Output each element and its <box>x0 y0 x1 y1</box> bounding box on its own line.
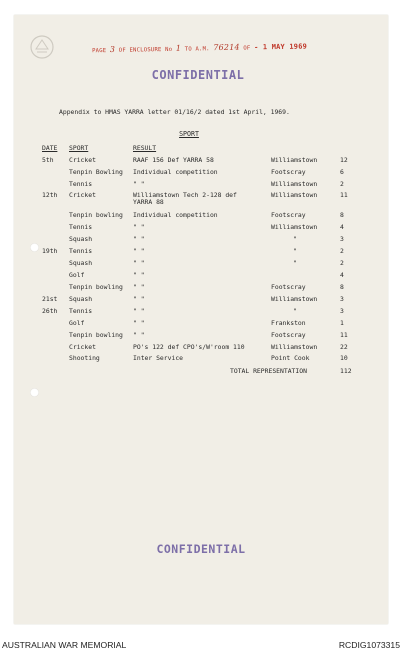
row-date: 21st <box>42 295 58 303</box>
row-result: RAAF 156 Def YARRA 58 <box>133 156 214 164</box>
row-result: Williamstown Tech 2-128 def <box>133 191 237 199</box>
row-score: 3 <box>340 235 344 243</box>
row-result: " " <box>133 283 145 291</box>
row-date: 26th <box>42 307 58 315</box>
row-sport: Squash <box>69 259 93 267</box>
row-sport: Squash <box>69 235 93 243</box>
row-result: " " <box>133 247 145 255</box>
row-place: Footscray <box>271 211 306 219</box>
row-place: Williamstown <box>271 223 318 231</box>
row-sport: Golf <box>69 271 85 279</box>
row-sport: Shooting <box>69 354 100 362</box>
row-sport: Tenpin bowling <box>69 331 123 339</box>
row-result: Inter Service <box>133 354 184 362</box>
row-place: Footscray <box>271 168 306 176</box>
row-result-continued: YARRA 88 <box>133 198 164 206</box>
classification-bottom: CONFIDENTIAL <box>156 542 246 556</box>
row-result: " " <box>133 331 145 339</box>
row-place: " <box>293 259 297 267</box>
stamp-prefix: PAGE <box>91 48 107 55</box>
row-place: Williamstown <box>271 191 318 199</box>
row-score: 2 <box>340 259 344 267</box>
stamp-date: - 1 MAY 1969 <box>253 42 308 52</box>
row-result: PO's 122 def CPO's/W'room 110 <box>133 343 245 351</box>
row-place: Williamstown <box>271 156 318 164</box>
row-score: 11 <box>340 331 348 339</box>
column-header-date: DATE <box>42 144 58 152</box>
stamp-of-enclosure: OF ENCLOSURE No <box>118 46 173 54</box>
row-score: 22 <box>340 343 348 351</box>
row-result: " " <box>133 180 145 188</box>
row-place: " <box>293 247 297 255</box>
row-score: 1 <box>340 319 344 327</box>
row-place: Footscray <box>271 283 306 291</box>
row-result: Individual competition <box>133 168 218 176</box>
row-sport: Tennis <box>69 180 93 188</box>
row-sport: Tenpin bowling <box>69 211 123 219</box>
row-result: " " <box>133 319 145 327</box>
row-sport: Tennis <box>69 223 93 231</box>
stamp-enclosure-number: 1 <box>175 43 182 53</box>
row-score: 4 <box>340 223 344 231</box>
stamp-to: TO A.M. <box>184 46 210 53</box>
row-sport: Tenpin bowling <box>69 283 123 291</box>
row-sport: Cricket <box>69 191 96 199</box>
punch-hole <box>30 388 39 397</box>
row-sport: Golf <box>69 319 85 327</box>
row-sport: Squash <box>69 295 93 303</box>
column-header-sport: SPORT <box>69 144 89 152</box>
row-score: 11 <box>340 191 348 199</box>
row-place: Point Cook <box>271 354 310 362</box>
row-score: 4 <box>340 271 344 279</box>
row-place: Frankston <box>271 319 306 327</box>
document-page <box>14 15 388 624</box>
column-header-result: RESULT <box>133 144 157 152</box>
total-label: TOTAL REPRESENTATION <box>230 367 307 375</box>
stamp-of: OF <box>243 45 251 52</box>
row-sport: Tennis <box>69 307 93 315</box>
row-date: 19th <box>42 247 58 255</box>
archive-reference: RCDIG1073315 <box>338 640 400 650</box>
row-place: Williamstown <box>271 180 318 188</box>
sport-results-table <box>14 15 388 624</box>
row-score: 8 <box>340 283 344 291</box>
row-score: 8 <box>340 211 344 219</box>
punch-hole <box>30 243 39 252</box>
row-score: 2 <box>340 247 344 255</box>
archive-credit: AUSTRALIAN WAR MEMORIAL <box>2 640 127 650</box>
row-score: 10 <box>340 354 348 362</box>
row-sport: Cricket <box>69 156 96 164</box>
row-score: 3 <box>340 307 344 315</box>
row-date: 5th <box>42 156 54 164</box>
row-score: 3 <box>340 295 344 303</box>
stamp-file-number: 76214 <box>213 42 240 53</box>
row-sport: Tennis <box>69 247 93 255</box>
row-date: 12th <box>42 191 58 199</box>
row-score: 12 <box>340 156 348 164</box>
appendix-line: Appendix to HMAS YARRA letter 01/16/2 dated 1st April, 1969. <box>59 108 290 116</box>
classification-top: CONFIDENTIAL <box>151 68 245 82</box>
row-place: " <box>293 235 297 243</box>
row-result: " " <box>133 295 145 303</box>
row-place: Footscray <box>271 331 306 339</box>
row-result: Individual competition <box>133 211 218 219</box>
row-score: 6 <box>340 168 344 176</box>
row-place: Williamstown <box>271 343 318 351</box>
row-place: Williamstown <box>271 295 318 303</box>
row-result: " " <box>133 259 145 267</box>
row-result: " " <box>133 235 145 243</box>
row-sport: Cricket <box>69 343 96 351</box>
section-heading: SPORT <box>179 130 199 138</box>
row-score: 2 <box>340 180 344 188</box>
stamp-page-number: 3 <box>109 44 116 54</box>
row-place: " <box>293 307 297 315</box>
total-value: 112 <box>340 367 352 375</box>
row-result: " " <box>133 223 145 231</box>
row-result: " " <box>133 271 145 279</box>
row-sport: Tenpin Bowling <box>69 168 123 176</box>
row-result: " " <box>133 307 145 315</box>
